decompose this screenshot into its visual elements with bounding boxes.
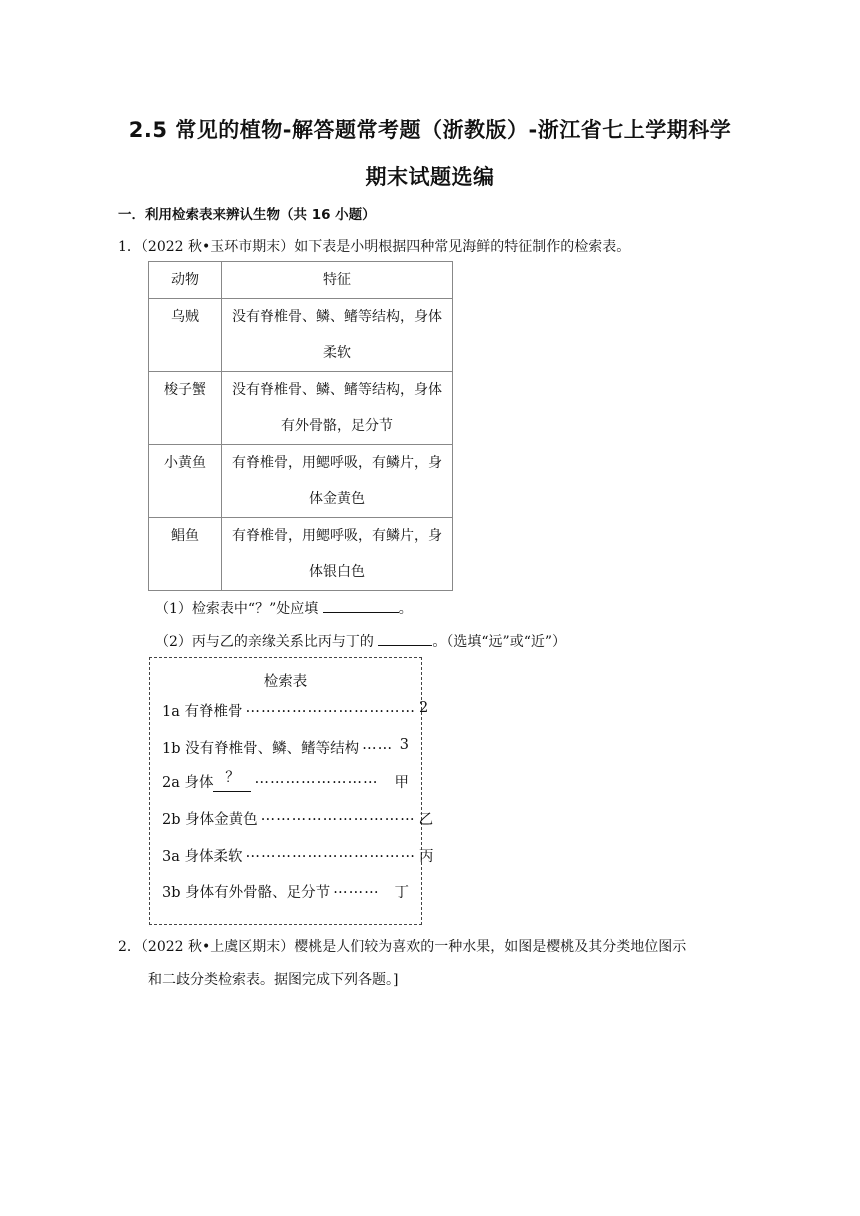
- key-row: [162, 700, 429, 721]
- key-label: 3a 身体柔软: [162, 849, 243, 865]
- sub1-prefix: （1）检索表中“？”处应填: [155, 601, 319, 617]
- animal-cell: 乌贼: [149, 299, 222, 372]
- key-leader: ……: [362, 737, 394, 753]
- feature-line: 体银白色: [309, 564, 365, 580]
- key-title: 检索表: [263, 674, 308, 690]
- animal-cell: 小黄鱼: [149, 445, 222, 518]
- sub2-prefix: （2）丙与乙的亲缘关系比丙与丁的: [155, 634, 374, 650]
- feature-line: 柔软: [323, 345, 351, 361]
- animal-cell: 鲳鱼: [149, 518, 222, 591]
- document-title-line1: 2.5 常见的植物-解答题常考题（浙教版）-浙江省七上学期科学: [128, 118, 732, 142]
- answer-blank-1[interactable]: [323, 598, 399, 613]
- key-row: [162, 771, 409, 792]
- question-1-text: 1．（2022 秋•玉环市期末）如下表是小明根据四种常见海鲜的特征制作的检索表。: [118, 239, 631, 255]
- feature-line: 有外骨骼，足分节: [281, 418, 393, 434]
- header-feature: 特征: [222, 262, 453, 299]
- key-leader: ……………………………: [245, 700, 416, 716]
- key-label: 1b 没有脊椎骨、鳞、鳍等结构: [162, 741, 360, 757]
- sub2-suffix: 。（选填“远”或“近”）: [432, 634, 567, 650]
- section-heading: 一．利用检索表来辨认生物（共 16 小题）: [118, 207, 376, 223]
- feature-table: [148, 261, 453, 591]
- feature-line: 没有脊椎骨、鳞、鳍等结构，身体: [232, 382, 442, 398]
- key-value: 乙: [418, 812, 434, 828]
- feature-line: 没有脊椎骨、鳞、鳍等结构，身体: [232, 309, 442, 325]
- table-row: [149, 299, 453, 372]
- table-header-row: [149, 262, 453, 299]
- key-value: 甲: [394, 775, 409, 791]
- key-label: 3b 身体有外骨骼、足分节: [162, 885, 331, 901]
- table-row: [149, 445, 453, 518]
- key-label: 2b 身体金黄色: [162, 812, 258, 828]
- table-row: [149, 372, 453, 445]
- feature-cell: [222, 299, 453, 372]
- feature-line: 体金黄色: [309, 491, 365, 507]
- table-row: [149, 518, 453, 591]
- key-value: 2: [418, 700, 429, 716]
- question-2-line1: 2．（2022 秋•上虞区期末）樱桃是人们较为喜欢的一种水果，如图是樱桃及其分类地位图示: [118, 939, 687, 955]
- feature-line: 有脊椎骨，用鳃呼吸，有鳞片，身: [232, 528, 442, 544]
- animal-cell: 梭子蟹: [149, 372, 222, 445]
- feature-line: 有脊椎骨，用鳃呼吸，有鳞片，身: [232, 455, 442, 471]
- key-leader: ……………………………: [245, 845, 416, 861]
- sub-question-1: [155, 598, 413, 618]
- key-label: 2a 身体: [162, 775, 214, 791]
- key-row: [162, 737, 409, 758]
- key-label: 1a 有脊椎骨: [162, 704, 243, 720]
- sub1-suffix: 。: [398, 601, 413, 617]
- feature-cell: [222, 445, 453, 518]
- document-title-line2: 期末试题选编: [365, 165, 495, 189]
- question-2-line2: 和二歧分类检索表。据图完成下列各题。]: [148, 972, 399, 988]
- key-value: 丁: [394, 885, 409, 901]
- key-value: 丙: [418, 849, 434, 865]
- answer-blank-2[interactable]: [378, 631, 432, 646]
- sub-question-2: [155, 631, 566, 651]
- feature-cell: [222, 518, 453, 591]
- header-animal: 动物: [149, 262, 222, 299]
- key-value: 3: [399, 737, 409, 753]
- key-leader: ……………………: [254, 771, 379, 787]
- key-row: [162, 845, 434, 866]
- key-blank: ？: [213, 771, 251, 792]
- key-leader: …………………………: [260, 808, 416, 824]
- key-row: [162, 808, 434, 829]
- feature-cell: [222, 372, 453, 445]
- key-row: [162, 881, 409, 902]
- key-leader: ………: [333, 881, 380, 897]
